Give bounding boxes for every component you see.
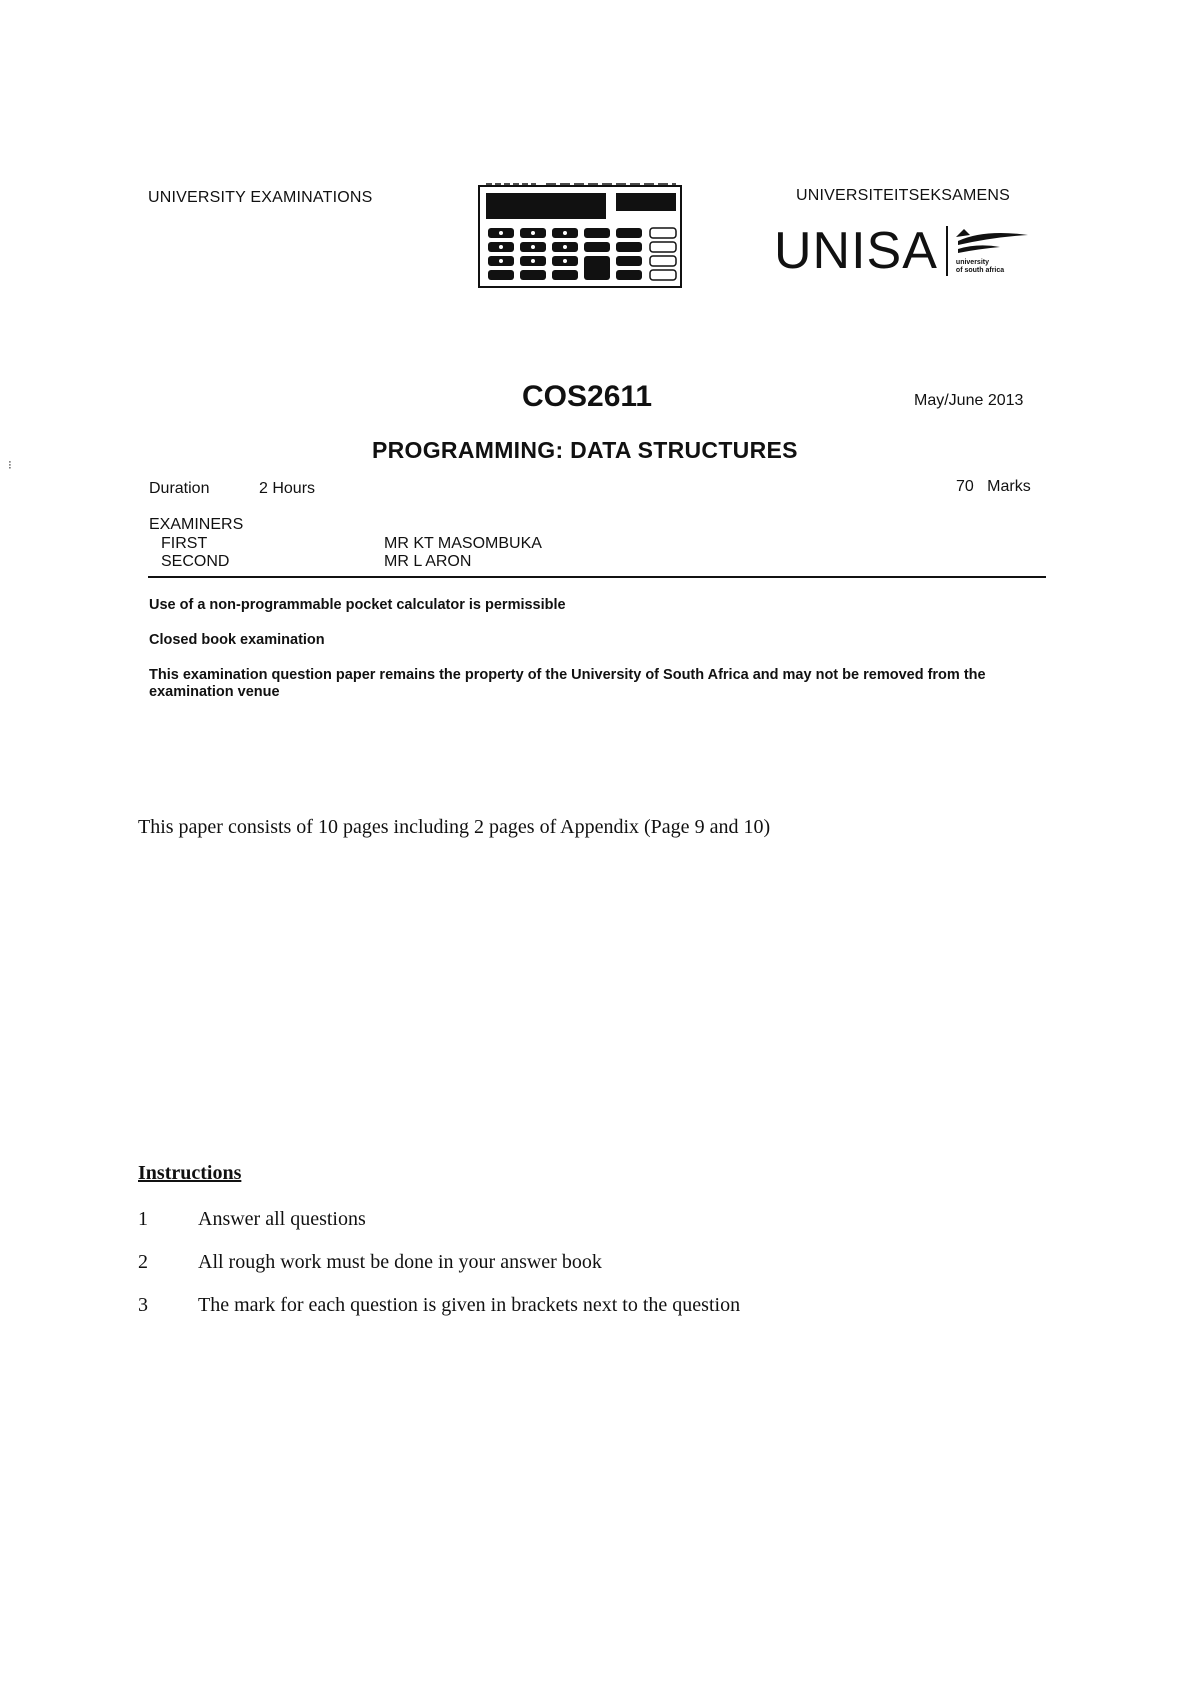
unisa-logo-sub-line-1: university bbox=[955, 259, 989, 266]
instruction-item bbox=[138, 1294, 740, 1337]
unisa-logo-icon bbox=[954, 225, 1032, 277]
note-property: This examination question paper remains the property of the University of South Africa and may not be removed from the examination venue bbox=[149, 667, 986, 700]
unisa-logo-word: UNISA bbox=[774, 222, 938, 280]
course-title: PROGRAMMING: DATA STRUCTURES bbox=[372, 437, 798, 463]
total-marks: 70 Marks bbox=[956, 478, 1031, 495]
exam-session: May/June 2013 bbox=[914, 392, 1024, 409]
unisa-logo-subtitle bbox=[956, 259, 1004, 275]
instruction-text: The mark for each question is given in brackets next to the question bbox=[198, 1294, 741, 1316]
header-left-title: UNIVERSITY EXAMINATIONS bbox=[148, 189, 373, 206]
calculator-icon bbox=[476, 183, 684, 290]
unisa-logo bbox=[774, 220, 1032, 282]
duration-label: Duration bbox=[149, 480, 210, 497]
examiner-second-name: MR L ARON bbox=[384, 553, 472, 570]
duration-value: 2 Hours bbox=[259, 480, 316, 497]
header-divider bbox=[148, 576, 1046, 578]
instructions-heading: Instructions bbox=[138, 1162, 242, 1184]
exam-notes bbox=[149, 597, 1029, 719]
note-closed-book: Closed book examination bbox=[149, 632, 325, 648]
instruction-text: Answer all questions bbox=[198, 1208, 366, 1230]
page-count-note: This paper consists of 10 pages including 2 pages of Appendix (Page 9 and 10) bbox=[138, 816, 771, 838]
unisa-logo-sub-line-2: of south africa bbox=[955, 267, 1005, 274]
instruction-item bbox=[138, 1251, 740, 1294]
instruction-text: All rough work must be done in your answer book bbox=[198, 1251, 602, 1273]
examiner-second-label: SECOND bbox=[161, 553, 230, 570]
instruction-number: 1 bbox=[138, 1208, 148, 1230]
instruction-item bbox=[138, 1208, 740, 1251]
instruction-number: 2 bbox=[138, 1251, 148, 1273]
examiner-second-row bbox=[149, 553, 542, 572]
examiners-heading: EXAMINERS bbox=[149, 516, 244, 533]
instructions-list bbox=[138, 1208, 740, 1337]
instruction-number: 3 bbox=[138, 1294, 148, 1316]
examiner-first-name: MR KT MASOMBUKA bbox=[384, 534, 542, 552]
note-calculator: Use of a non-programmable pocket calculator is permissible bbox=[149, 597, 566, 613]
course-code: COS2611 bbox=[522, 380, 653, 413]
examiner-first-row bbox=[149, 535, 542, 554]
header-right-title: UNIVERSITEITSEKSAMENS bbox=[796, 187, 1011, 204]
margin-mark: ⁝ bbox=[8, 458, 12, 472]
examiner-first-label: FIRST bbox=[161, 534, 208, 552]
examiners-block bbox=[149, 516, 542, 572]
logo-divider bbox=[946, 226, 948, 276]
